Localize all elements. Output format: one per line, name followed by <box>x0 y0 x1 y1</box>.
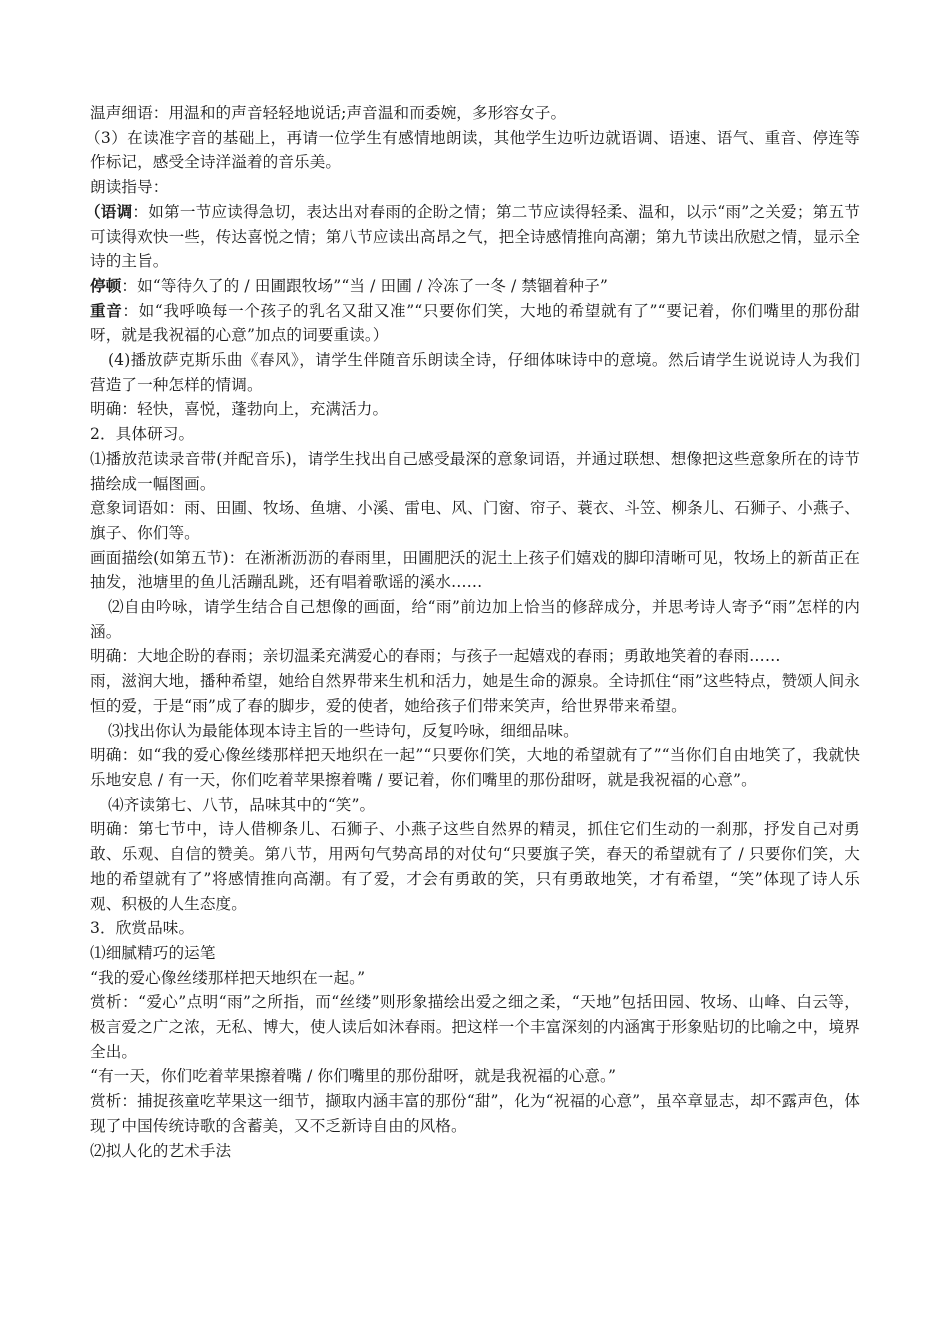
paragraph <box>90 274 860 299</box>
paragraph: 赏析：“爱心”点明“雨”之所指，而“丝缕”则形象描绘出爱之细之柔，“天地”包括田园、牧场、山峰、白云等，极言爱之广之浓，无私、博大，使人读后如沐春雨。把这样一个丰富深刻的内涵寓于形象贴切的比喻之中，境界全出。 <box>90 993 860 1061</box>
paragraph: 朗读指导： <box>90 178 169 197</box>
bold-label: 重音 <box>90 300 123 320</box>
paragraph: 雨，滋润大地，播种希望，她给自然界带来生机和活力，她是生命的源泉。全诗抓住“雨”这些特点，赞颂人间永恒的爱，于是“雨”成了春的脚步，爱的使者，她给孩子们带来笑声，给世界带来希望。 <box>90 672 860 715</box>
paragraph: 画面描绘(如第五节)：在淅淅沥沥的春雨里，田圃肥沃的泥土上孩子们嬉戏的脚印清晰可见，牧场上的新苗正在抽发，池塘里的鱼儿活蹦乱跳，还有唱着歌谣的溪水…… <box>90 548 860 592</box>
bold-label: （语调 <box>85 201 133 221</box>
paragraph: ⑴播放范读录音带(并配音乐)，请学生找出自己感受最深的意象词语，并通过联想、想像把这些意象所在的诗节描绘成一幅图画。 <box>90 449 860 493</box>
paragraph: ⑵拟人化的艺术手法 <box>90 1141 232 1160</box>
paragraph-text: ：如“我呼唤每一个孩子的乳名又甜又准”“只要你们笑，大地的希望就有了”“要记着，你们嘴里的那份甜呀，就是我祝福的心意”加点的词要重读。） <box>90 301 860 345</box>
bold-label: 停顿 <box>90 275 122 295</box>
paragraph-text: ：如“等待久了的 / 田圃跟牧场”“当 / 田圃 / 冷冻了一冬 / 禁锢着种子” <box>121 276 608 295</box>
paragraph: ⑴细腻精巧的运笔 <box>90 943 216 962</box>
paragraph: 明确：第七节中，诗人借柳条儿、石狮子、小燕子这些自然界的精灵，抓住它们生动的一刹那，抒发自己对勇敢、乐观、自信的赞美。第八节，用两句气势高昂的对仗句“只要旗子笑，春天的希望就有了 / 只要你们笑，大地的希望就有了”将感情推向高潮。有了爱，才会有勇敢的笑，只有勇敢地笑，才有希望，“笑”体现了诗人乐观、积极的人生态度。 <box>90 820 860 913</box>
paragraph: 温声细语：用温和的声音轻轻地说话;声音温和而委婉，多形容女子。 <box>90 104 567 122</box>
paragraph <box>85 200 860 274</box>
paragraph: 明确：如“我的爱心像丝缕那样把天地织在一起”“只要你们笑，大地的希望就有了”“当你们自由地笑了，我就快乐地安息 / 有一天，你们吃着苹果擦着嘴 / 要记着，你们嘴里的那份甜呀，就是我祝福的心意”。 <box>90 746 860 789</box>
paragraph: ⑷齐读第七、八节，品味其中的“笑”。 <box>108 795 376 814</box>
quote: “我的爱心像丝缕那样把天地织在一起。” <box>90 968 366 987</box>
section-heading: 2．具体研习。 <box>90 425 195 444</box>
paragraph: ⑶找出你认为最能体现本诗主旨的一些诗句，反复吟咏，细细品味。 <box>108 721 579 740</box>
document-page <box>85 101 860 1163</box>
paragraph <box>90 299 860 348</box>
paragraph-text: ：如第一节应读得急切，表达出对春雨的企盼之情；第二节应读得轻柔、温和，以示“雨”之关爱；第五节可读得欢快一些，传达喜悦之情；第八节应读出高昂之气，把全诗感情推向高潮；第九节读出欣慰之情，显示全诗的主旨。 <box>90 202 860 271</box>
paragraph: 赏析：捕捉孩童吃苹果这一细节，撷取内涵丰富的那份“甜”，化为“祝福的心意”，虽卒章显志，却不露声色，体现了中国传统诗歌的含蓄美，又不乏新诗自由的风格。 <box>90 1092 860 1135</box>
paragraph: （3）在读准字音的基础上，再请一位学生有感情地朗读，其他学生边听边就语调、语速、语气、重音、停连等作标记，感受全诗洋溢着的音乐美。 <box>85 128 860 172</box>
section-heading: 3．欣赏品味。 <box>90 919 195 938</box>
paragraph: ⑵自由吟咏，请学生结合自己想像的画面，给“雨”前边加上恰当的修辞成分，并思考诗人寄予“雨”怎样的内涵。 <box>90 598 860 641</box>
paragraph: 明确：大地企盼的春雨；亲切温柔充满爱心的春雨；与孩子一起嬉戏的春雨；勇敢地笑着的春雨…… <box>90 647 781 666</box>
quote: “有一天，你们吃着苹果擦着嘴 / 你们嘴里的那份甜呀，就是我祝福的心意。” <box>90 1067 617 1086</box>
paragraph: (4)播放萨克斯乐曲《春风》，请学生伴随音乐朗读全诗，仔细体味诗中的意境。然后请学生说说诗人为我们营造了一种怎样的情调。 <box>90 351 860 394</box>
paragraph: 意象词语如：雨、田圃、牧场、鱼塘、小溪、雷电、风、门窗、帘子、蓑衣、斗笠、柳条儿、石狮子、小燕子、旗子、你们等。 <box>90 499 860 542</box>
paragraph: 明确：轻快，喜悦，蓬勃向上，充满活力。 <box>90 400 389 419</box>
